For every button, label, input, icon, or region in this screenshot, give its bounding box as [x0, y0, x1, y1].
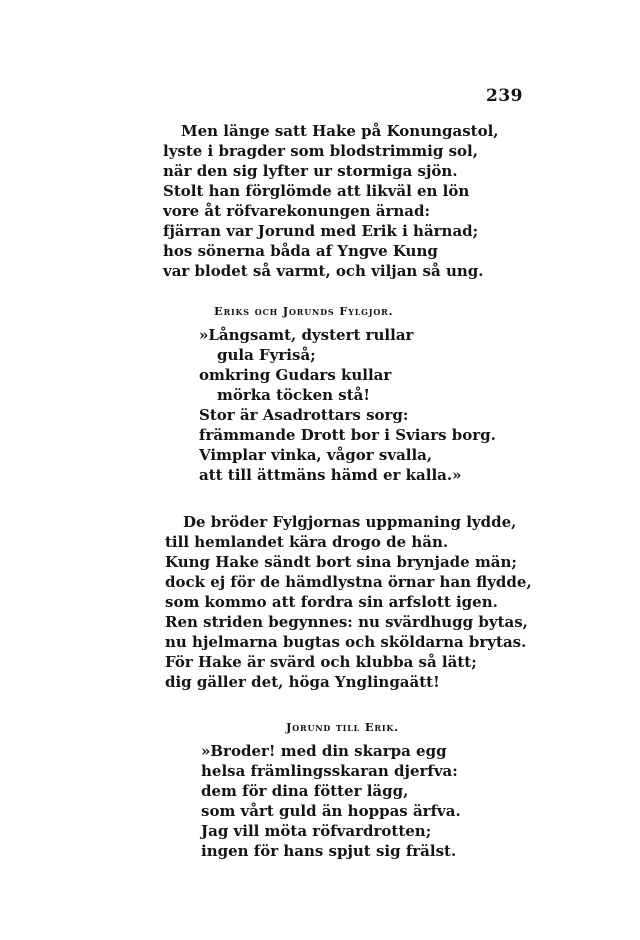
verse-line: gula Fyriså; — [217, 346, 316, 364]
verse-line: nu hjelmarna bugtas och sköldarna brytas. — [165, 633, 527, 651]
verse-line: som vårt guld än hoppas ärfva. — [201, 802, 461, 820]
page-number: 239 — [486, 86, 523, 106]
verse-line: helsa främlingsskaran djerfva: — [201, 762, 458, 780]
verse-line: Jag vill möta röfvardrotten; — [201, 822, 432, 840]
verse-line: främmande Drott bor i Sviars borg. — [199, 426, 496, 444]
verse-line: dem för dina fötter lägg, — [201, 782, 409, 800]
verse-line: ingen för hans spjut sig frälst. — [201, 842, 457, 860]
verse-line: mörka töcken stå! — [217, 386, 370, 404]
verse-line: fjärran var Jorund med Erik i härnad; — [163, 222, 479, 240]
verse-line: lyste i bragder som blodstrimmig sol, — [163, 142, 478, 160]
verse-line: Vimplar vinka, vågor svalla, — [199, 446, 433, 464]
verse-line: hos sönerna båda af Yngve Kung — [163, 242, 438, 260]
verse-line: vore åt röfvarekonungen ärnad: — [163, 202, 431, 220]
verse-line: omkring Gudars kullar — [199, 366, 392, 384]
verse-line: till hemlandet kära drogo de hän. — [165, 533, 449, 551]
verse-line: Stolt han förglömde att likväl en lön — [163, 182, 470, 200]
verse-line: dock ej för de hämdlystna örnar han flydde, — [165, 573, 532, 591]
verse-line: när den sig lyfter ur stormiga sjön. — [163, 162, 458, 180]
verse-line: att till ättmäns hämd er kalla.» — [199, 466, 462, 484]
verse-line: Kung Hake sändt bort sina brynjade män; — [165, 553, 517, 571]
verse-line: som kommo att fordra sin arfslott igen. — [165, 593, 498, 611]
verse-line: var blodet så varmt, och viljan så ung. — [163, 262, 484, 280]
verse-line: Ren striden begynnes: nu svärdhugg bytas, — [165, 613, 528, 631]
section-heading: Eriks och Jorunds Fylgjor. — [214, 304, 394, 318]
verse-line: För Hake är svärd och klubba så lätt; — [165, 653, 477, 671]
verse-line: Men länge satt Hake på Konungastol, — [181, 122, 499, 140]
verse-line: Stor är Asadrottars sorg: — [199, 406, 409, 424]
verse-line: »Långsamt, dystert rullar — [199, 326, 414, 344]
section-heading: Jorund till Erik. — [286, 720, 399, 734]
verse-line: »Broder! med din skarpa egg — [201, 742, 447, 760]
verse-line: De bröder Fylgjornas uppmaning lydde, — [183, 513, 517, 531]
verse-line: dig gäller det, höga Ynglingaätt! — [165, 673, 440, 691]
